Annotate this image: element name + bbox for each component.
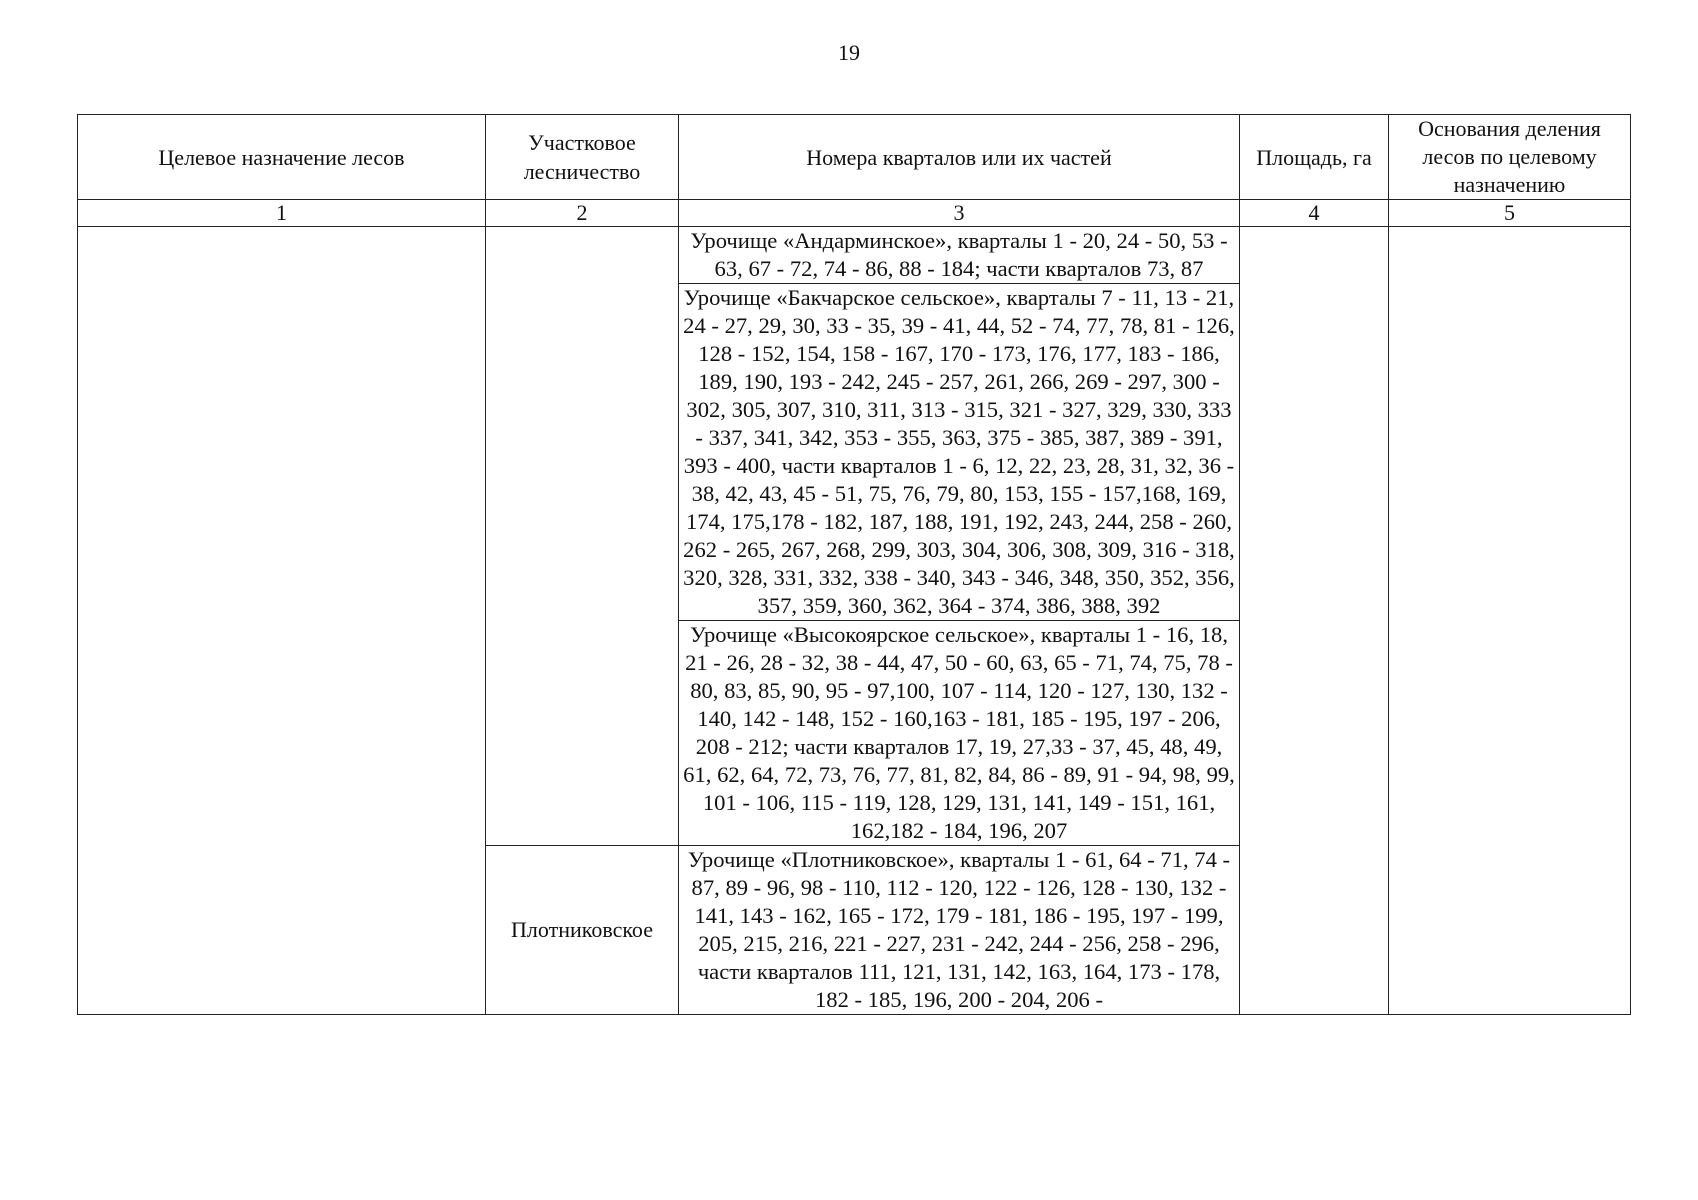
header-basis: Основания деления лесов по целевому назначению xyxy=(1389,115,1631,200)
column-number: 4 xyxy=(1240,200,1389,227)
quarters-cell: Урочище «Андарминское», кварталы 1 - 20, 24 - 50, 53 - 63, 67 - 72, 74 - 86, 88 - 184; части кварталов 73, 87 xyxy=(679,227,1240,284)
header-forestry: Участковое лесничество xyxy=(486,115,679,200)
header-quarters: Номера кварталов или их частей xyxy=(679,115,1240,200)
forestry-cell: Плотниковское xyxy=(486,846,679,1015)
area-cell xyxy=(1240,227,1389,1015)
forestry-cell xyxy=(486,227,679,846)
table-row xyxy=(78,227,1631,284)
column-number: 3 xyxy=(679,200,1240,227)
forest-purpose-table xyxy=(77,114,1631,1015)
header-area: Площадь, га xyxy=(1240,115,1389,200)
column-number: 1 xyxy=(78,200,486,227)
table-header-row xyxy=(78,115,1631,200)
purpose-cell xyxy=(78,227,486,1015)
column-number: 5 xyxy=(1389,200,1631,227)
quarters-cell: Урочище «Бакчарское сельское», кварталы 7 - 11, 13 - 21, 24 - 27, 29, 30, 33 - 35, 39 - 41, 44, 52 - 74, 77, 78, 81 - 126, 128 - 152, 154, 158 - 167, 170 - 173, 176, 177, 183 - 186, 189, 190, 193 - 242, 245 - 257, 261, 266, 269 - 297, 300 - 302, 305, 307, 310, 311, 313 - 315, 321 - 327, 329, 330, 333 - 337, 341, 342, 353 - 355, 363, 375 - 385, 387, 389 - 391, 393 - 400, части кварталов 1 - 6, 12, 22, 23, 28, 31, 32, 36 - 38, 42, 43, 45 - 51, 75, 76, 79, 80, 153, 155 - 157,168, 169, 174, 175,178 - 182, 187, 188, 191, 192, 243, 244, 258 - 260, 262 - 265, 267, 268, 299, 303, 304, 306, 308, 309, 316 - 318, 320, 328, 331, 332, 338 - 340, 343 - 346, 348, 350, 352, 356, 357, 359, 360, 362, 364 - 374, 386, 388, 392 xyxy=(679,284,1240,621)
quarters-cell: Урочище «Плотниковское», кварталы 1 - 61, 64 - 71, 74 - 87, 89 - 96, 98 - 110, 112 - 120, 122 - 126, 128 - 130, 132 - 141, 143 - 162, 165 - 172, 179 - 181, 186 - 195, 197 - 199, 205, 215, 216, 221 - 227, 231 - 242, 244 - 256, 258 - 296, части кварталов 111, 121, 131, 142, 163, 164, 173 - 178, 182 - 185, 196, 200 - 204, 206 - xyxy=(679,846,1240,1015)
basis-cell xyxy=(1389,227,1631,1015)
quarters-cell: Урочище «Высокоярское сельское», кварталы 1 - 16, 18, 21 - 26, 28 - 32, 38 - 44, 47, 50 - 60, 63, 65 - 71, 74, 75, 78 - 80, 83, 85, 90, 95 - 97,100, 107 - 114, 120 - 127, 130, 132 - 140, 142 - 148, 152 - 160,163 - 181, 185 - 195, 197 - 206, 208 - 212; части кварталов 17, 19, 27,33 - 37, 45, 48, 49, 61, 62, 64, 72, 73, 76, 77, 81, 82, 84, 86 - 89, 91 - 94, 98, 99, 101 - 106, 115 - 119, 128, 129, 131, 141, 149 - 151, 161, 162,182 - 184, 196, 207 xyxy=(679,621,1240,846)
column-number-row xyxy=(78,200,1631,227)
header-purpose: Целевое назначение лесов xyxy=(78,115,486,200)
column-number: 2 xyxy=(486,200,679,227)
page-number: 19 xyxy=(838,40,860,65)
